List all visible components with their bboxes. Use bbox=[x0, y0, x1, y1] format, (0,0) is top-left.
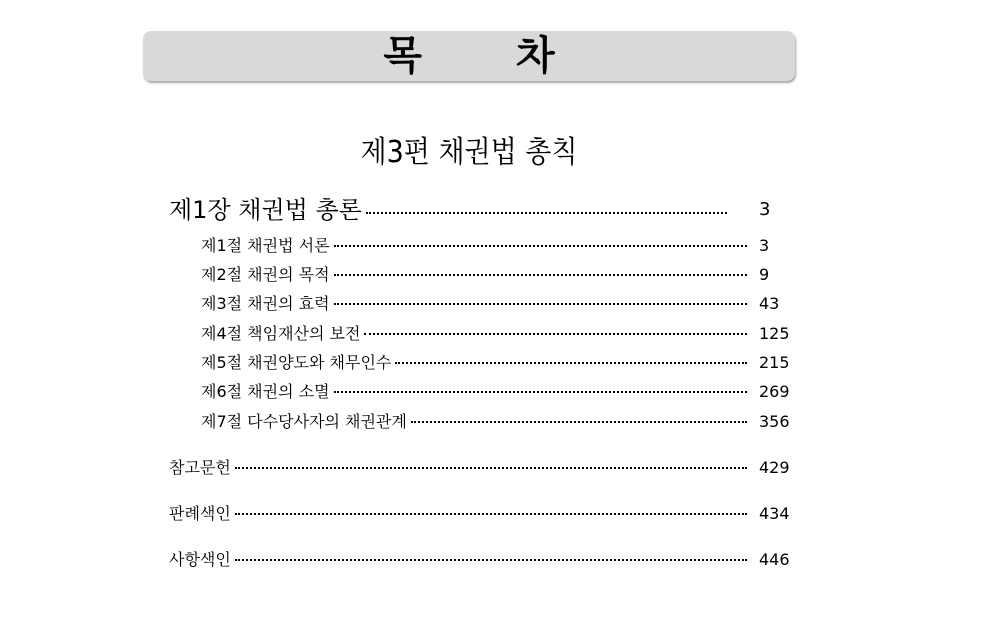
toc-section-label: 제2절 채권의 목적 bbox=[201, 265, 330, 284]
toc-section-row[interactable] bbox=[201, 234, 779, 258]
toc-section-page: 125 bbox=[759, 324, 790, 343]
toc-section-label: 제4절 책임재산의 보전 bbox=[201, 324, 361, 343]
toc-section-label: 제1절 채권법 서론 bbox=[201, 236, 330, 255]
toc-leader-dots bbox=[235, 513, 747, 515]
toc-header-title: 목 차 bbox=[383, 33, 595, 79]
toc-section-label: 제5절 채권양도와 채무인수 bbox=[201, 353, 392, 372]
toc-section-page: 356 bbox=[759, 412, 790, 431]
toc-leader-dots bbox=[364, 333, 747, 335]
toc-section-row[interactable] bbox=[201, 322, 790, 346]
toc-section-page: 3 bbox=[759, 236, 770, 255]
toc-leader-dots bbox=[235, 559, 747, 561]
toc-case-index-row[interactable] bbox=[169, 502, 790, 526]
toc-subject-index-row[interactable] bbox=[169, 548, 790, 572]
toc-extra-page: 434 bbox=[759, 504, 790, 523]
toc-section-page: 43 bbox=[759, 294, 780, 313]
toc-leader-dots bbox=[411, 421, 747, 423]
toc-section-row[interactable] bbox=[201, 263, 779, 287]
toc-references-row[interactable] bbox=[169, 456, 790, 480]
toc-section-row[interactable] bbox=[201, 380, 790, 404]
toc-section-label: 제3절 채권의 효력 bbox=[201, 294, 330, 313]
toc-leader-dots bbox=[366, 212, 727, 214]
toc-leader-dots bbox=[235, 467, 747, 469]
toc-extra-label: 사항색인 bbox=[169, 550, 231, 569]
toc-chapter-page: 3 bbox=[759, 199, 771, 220]
toc-section-label: 제7절 다수당사자의 채권관계 bbox=[201, 412, 407, 431]
toc-leader-dots bbox=[334, 303, 747, 305]
toc-section-page: 215 bbox=[759, 353, 790, 372]
toc-leader-dots bbox=[334, 391, 747, 393]
toc-extra-page: 429 bbox=[759, 458, 790, 477]
toc-section-page: 269 bbox=[759, 382, 790, 401]
toc-leader-dots bbox=[334, 274, 747, 276]
toc-section-label: 제6절 채권의 소멸 bbox=[201, 382, 330, 401]
toc-extra-label: 판례색인 bbox=[169, 504, 231, 523]
toc-section-row[interactable] bbox=[201, 292, 779, 316]
toc-chapter-label: 제1장 채권법 총론 bbox=[169, 196, 362, 224]
toc-section-row[interactable] bbox=[201, 410, 790, 434]
toc-section-page: 9 bbox=[759, 265, 770, 284]
toc-leader-dots bbox=[395, 362, 747, 364]
toc-chapter-row[interactable] bbox=[169, 192, 779, 228]
toc-extra-label: 참고문헌 bbox=[169, 458, 231, 477]
part-title: 제3편 채권법 총칙 bbox=[360, 135, 578, 170]
toc-extra-page: 446 bbox=[759, 550, 790, 569]
toc-leader-dots bbox=[334, 245, 747, 247]
toc-section-row[interactable] bbox=[201, 351, 790, 375]
